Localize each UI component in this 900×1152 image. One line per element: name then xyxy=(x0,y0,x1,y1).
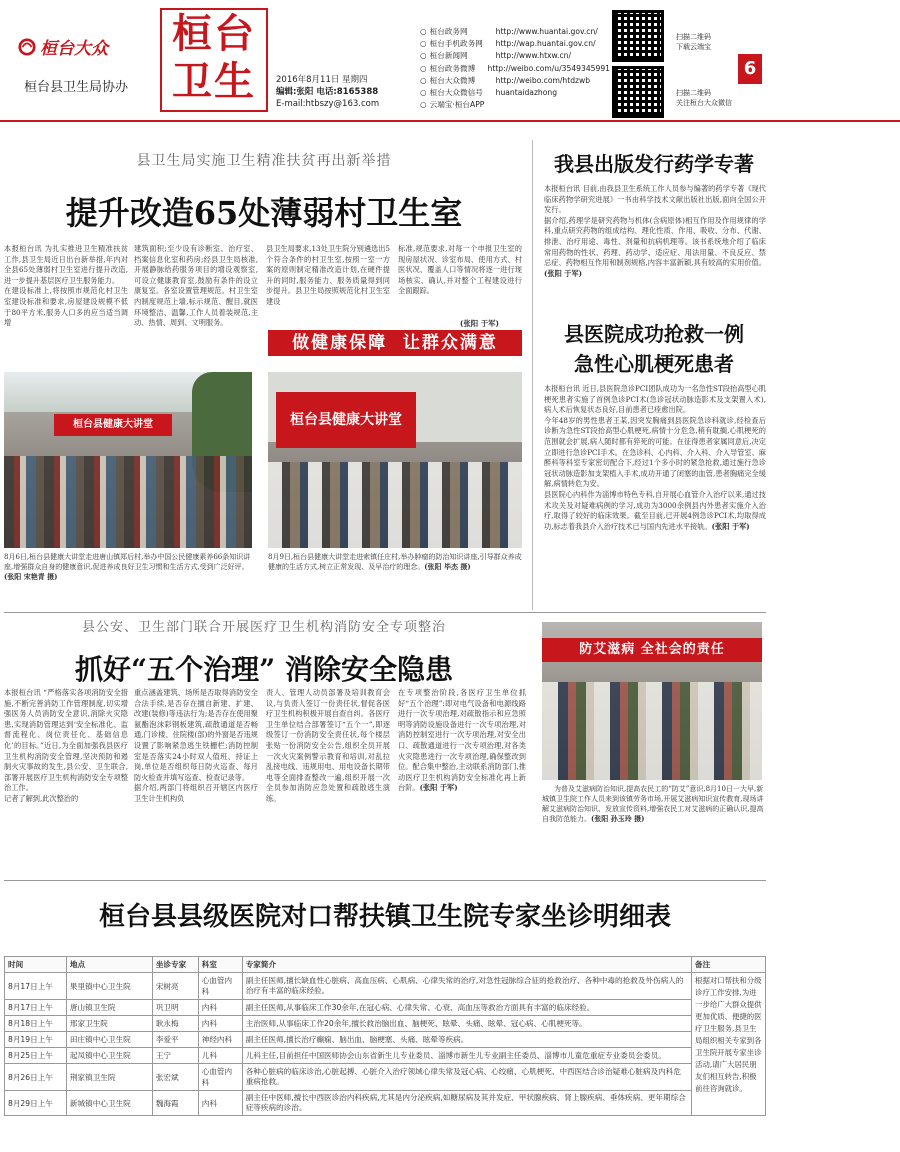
cell-expert: 王宁 xyxy=(152,1048,198,1064)
header-profile: 专家简介 xyxy=(242,957,691,973)
issue-info xyxy=(276,74,379,110)
table-header-row xyxy=(5,957,766,973)
table-row xyxy=(5,973,766,1000)
masthead xyxy=(0,0,900,120)
header-expert: 坐诊专家 xyxy=(152,957,198,973)
qr-caption-download: 扫描二维码 下载云端宝 xyxy=(676,33,711,51)
cell-expert: 张宏斌 xyxy=(152,1064,198,1091)
qr-caption-wechat: 扫描二维码 关注桓台大众微信 xyxy=(676,89,732,107)
cell-profile: 各种心脏病的临床诊治,心脏起搏、心脏介入治疗领域心律失常及冠心病、心绞痛、心肌梗死、中西医结合诊治疑难心脏病及内科危重病抢救。 xyxy=(242,1064,691,1091)
photo-crowd xyxy=(542,682,762,780)
article1-col2: 建筑面积;至少设有诊断室、治疗室、档案信息化室和药房;经县卫生局核准,开展静脉给药服务项目的增设观察室,可设立健康教育室,鼓励有条件的设立康复室。各室设置管理规范。村卫生室内制度规范上墙,标示规范、醒目,就医环境整洁、温馨,工作人员着装规范,主动、热情、周到、文明服务。 xyxy=(134,244,258,328)
link-name: 云端宝·桓台APP xyxy=(429,100,485,110)
photo-crowd xyxy=(268,462,522,548)
radio-dot-icon: ○ xyxy=(420,51,427,61)
cell-department: 心血管内科 xyxy=(198,1064,242,1091)
cell-time: 8月17日上午 xyxy=(5,1000,67,1016)
table-row xyxy=(5,1091,766,1116)
article1-col1: 本报桓台讯 为扎实推进卫生精准扶贫工作,县卫生局近日出台新举措,年内对全县65处薄弱村卫生室进行提升改造,进一步提升基层医疗卫生服务能力。 在建设标准上,将按照市规范化村卫生室建设标准和要求,房屋建设规模不低于80平方米,服务人口多的应当适当调增 xyxy=(4,244,128,328)
table-row xyxy=(5,1032,766,1048)
editor-line: 编辑:张阳 电话:8165388 xyxy=(276,87,379,97)
cell-time: 8月18日上午 xyxy=(5,1016,67,1032)
header-note: 备注 xyxy=(692,957,766,973)
article1-byline: (张阳 于军) xyxy=(460,319,499,328)
link-item[interactable] xyxy=(420,38,610,50)
cell-department: 内科 xyxy=(198,1091,242,1116)
link-name: 桓台手机政务网 xyxy=(429,39,483,49)
link-url[interactable]: http://www.htxw.cn/ xyxy=(495,51,572,61)
masthead-rule xyxy=(0,120,900,122)
section-title xyxy=(160,8,268,112)
radio-dot-icon: ○ xyxy=(420,27,427,36)
header-time: 时间 xyxy=(5,957,67,973)
article4-col1: 本报桓台讯 “严格落实各项消防安全措施,不断完善消防工作管理制度,切实增强医务人员消防安全意识,消除火灾隐患,实现消防管理达到‘安全标准化、监督流程化、岗位责任化、基础信息化’的目标。”近日,为全面加强我县医疗卫生机构消防安全管理,坚决预防和遏制火灾事故的发生,县公安、卫生联合,部署开展医疗卫生机构消防安全专项整治工作。 记者了解到,此次整治的 xyxy=(4,688,128,803)
link-url[interactable]: http://www.huantai.gov.cn/ xyxy=(495,27,598,36)
link-item[interactable] xyxy=(420,63,610,75)
schedule-title: 桓台县县级医院对口帮扶镇卫生院专家坐诊明细表 xyxy=(98,902,671,932)
article4-col3: 责人、管理人动员部署及培训教育会议,与负责人签订一份责任状,督促各医疗卫生机构积极开展自查自纠。各医疗卫生单位结合部署签订“五个一”,即逐级签订一份消防安全责任状,每个楼层张贴一份消防安全公告,组织全员开展一次火灾案例警示教育和培训,对乱拉乱接电线、违规用电、用电设备长期带电等全面排查整改一遍,组织开展一次全员参加消防应急处置和疏散逃生演练。 xyxy=(266,688,390,803)
section-title-line-1: 桓台 xyxy=(172,10,256,57)
cell-department: 心血管内科 xyxy=(198,973,242,1000)
cell-time: 8月26日上午 xyxy=(5,1064,67,1091)
cell-note: 根据对口帮扶和分级诊疗工作安排,为进一步给广大群众提供更加优质、便捷的医疗卫生服务,县卫生局组织相关专家到各卫生院开展专家坐诊活动,请广大居民朋友们相互转告,积极前往咨询就诊。 xyxy=(692,973,766,1116)
cell-place: 果里镇中心卫生院 xyxy=(66,973,152,1000)
article1-headline: 提升改造65处薄弱村卫生室 xyxy=(65,194,463,232)
cell-department: 神经内科 xyxy=(198,1032,242,1048)
article4-col2: 重点涵盖建筑、场所是否取得消防安全合法手续,是否存在擅自新建、扩建、改建(装修)等违法行为;是否存在使用聚氨酯泡沫彩钢板建筑,疏散通道是否畅通,门诊楼、住院楼(部)的外窗是否违规设置了影响紧急逃生铁栅栏;消防控制室是否落实24小时双人值班、持证上岗,单位是否组织每日防火巡查、每月防火检查并填写巡查、检查记录等。 据介绍,两部门将组织召开辖区内医疗卫生计生机构负 xyxy=(134,688,258,803)
link-url[interactable]: huantaidazhong xyxy=(495,88,558,98)
link-item[interactable] xyxy=(420,50,610,62)
article2-headline: 我县出版发行药学专著 xyxy=(554,152,754,176)
cell-place: 起凤镇中心卫生院 xyxy=(66,1048,152,1064)
link-name: 桓台政务微博 xyxy=(429,63,476,73)
article3-headline-1: 县医院成功抢救一例 xyxy=(564,322,744,346)
photo-health-lecture-2 xyxy=(268,372,522,548)
link-list xyxy=(420,26,610,111)
email-line: E-mail:htbszy@163.com xyxy=(276,99,380,109)
link-item[interactable] xyxy=(420,99,610,111)
cell-profile: 副主任医师,擅长治疗癫痫、脑出血、脑梗塞、头痛、眩晕等疾病。 xyxy=(242,1032,691,1048)
date-line: 2016年8月11日 星期四 xyxy=(276,75,368,85)
cell-expert: 巩卫明 xyxy=(152,1000,198,1016)
cell-profile: 副主任中医师,擅长中西医诊治内科疾病,尤其是内分泌疾病,如糖尿病及其并发症、甲状腺疾病、肾上腺疾病、垂体疾病、更年期综合症等疾病的诊治。 xyxy=(242,1091,691,1116)
page-number: 6 xyxy=(738,54,762,84)
link-name: 桓台新闻网 xyxy=(429,51,468,61)
link-url[interactable]: http://weibo.com/htdzwb xyxy=(495,75,591,85)
radio-dot-icon: ○ xyxy=(420,39,427,49)
photo2-caption: 8月9日,桓台县健康大讲堂走进索镇任庄村,举办肿瘤的防治知识讲座,引导群众养成健康的生活方式,树立正常发现、及早治疗的理念。(张阳 毕杰 摄) xyxy=(268,553,522,571)
link-item[interactable] xyxy=(420,75,610,87)
article4-kicker: 县公安、卫生部门联合开展医疗卫生机构消防安全专项整治 xyxy=(81,620,446,635)
cell-profile: 副主任医师,从事临床工作30余年,在冠心病、心律失常、心衰、高血压等救治方面具有丰富的临床经验。 xyxy=(242,1000,691,1016)
header-place: 地点 xyxy=(66,957,152,973)
logo-swirl-icon xyxy=(18,38,36,56)
radio-dot-icon: ○ xyxy=(420,100,427,110)
cell-profile: 主治医师,从事临床工作20余年,擅长救治脑出血、脑梗死、眩晕、头痛、眩晕、冠心病、心肌梗死等。 xyxy=(242,1016,691,1032)
link-name: 桓台大众微博 xyxy=(429,75,476,85)
cell-profile: 儿科主任,目前担任中国医师协会山东省新生儿专业委员、淄博市新生儿专业副主任委员、淄博市儿童危重症专业委员会委员。 xyxy=(242,1048,691,1064)
cell-expert: 耿永梅 xyxy=(152,1016,198,1032)
paper-name: 桓台大众 xyxy=(40,39,108,59)
photo3-caption: 为普及艾滋病防治知识,提高农民工的“防艾”意识,8月10日一大早,新城镇卫生院工作人员来到该镇劳务市场,开展艾滋病知识宣传教育,现场讲解艾滋病防治知识、发放宣传资料,增强农民工对艾滋病的正确认识,提高自我防范能力。(张阳 孙玉玲 摄) xyxy=(542,785,764,823)
header-department: 科室 xyxy=(198,957,242,973)
qr-code-wechat[interactable] xyxy=(612,66,664,118)
cell-place: 邢家卫生院 xyxy=(66,1016,152,1032)
cell-time: 8月29日上午 xyxy=(5,1091,67,1116)
radio-dot-icon: ○ xyxy=(420,63,427,73)
article1-col3: 县卫生局要求,13处卫生院分别遴选出5个符合条件的村卫生室,按照一室一方案的原则制定精准改造计划,在硬件提升的同时,服务能力、服务质量得到同步提升。县卫生局按照规范化村卫生室建设 xyxy=(266,244,390,306)
link-url[interactable]: http://weibo.com/u/3549345991 xyxy=(487,63,610,73)
paper-logo xyxy=(18,34,108,59)
cell-place: 荆家镇卫生院 xyxy=(66,1064,152,1091)
table-row xyxy=(5,1016,766,1032)
photo1-caption: 8月6日,桓台县健康大讲堂走进唐山镇郑后村,举办中国公民健康素养66条知识讲座,增强群众自身的健康意识,促进养成良好卫生习惯和生活方式,受到广泛好评。(张阳 宋艳青 摄) xyxy=(4,553,251,581)
cell-place: 新城镇中心卫生院 xyxy=(66,1091,152,1116)
cell-department: 内科 xyxy=(198,1000,242,1016)
photo3-banner: 防艾滋病 全社会的责任 xyxy=(542,638,762,662)
health-slogan-banner: 做健康保障 让群众满意 xyxy=(268,330,522,356)
schedule-table xyxy=(4,956,766,1116)
article1-kicker: 县卫生局实施卫生精准扶贫再出新举措 xyxy=(136,153,392,169)
cell-place: 唐山镇卫生院 xyxy=(66,1000,152,1016)
photo-aids-prevention xyxy=(542,622,762,780)
article4-col4: 在专项整治阶段,各医疗卫生单位抓好“五个治理”:即对电气设备和电源线路进行一次专项治理,对疏散指示和应急照明等消防设施设备进行一次专项治理,对消防控制室进行一次专项治理,对安全出口、疏散通道进行一次专项治理,对各类火灾隐患进行一次专项治理,确保整改到位。配合集中整治,主动联系消防部门,推动医疗卫生机构消防安全标准化再上新台阶。(张阳 于军) xyxy=(398,688,526,793)
photo-health-lecture-1 xyxy=(4,372,252,548)
cell-profile: 副主任医师,擅长缺血性心脏病、高血压病、心肌病、心律失常的治疗,对急性冠脉综合征的抢救治疗、各种中毒的抢救及外伤病人的治疗有丰富的临床经验。 xyxy=(242,973,691,1000)
organizer-line: 桓台县卫生局协办 xyxy=(24,80,129,95)
article3-body: 本报桓台讯 近日,县医院急诊PCI团队成功为一名急性ST段抬高型心肌梗死患者实施了首例急诊PCI术(急诊冠状动脉造影术及支架置入术),病人术后恢复状态良好,目前患者已痊愈出院。 今年48岁的男性患者王某,因突发胸痛到县医院急诊科就诊,经检查后诊断为急性ST段抬高型心肌梗死,病情十分危急,稍有耽搁,心肌梗死的范围就会扩展,病人随时都有猝死的可能。在征得患者家属同意后,决定立即进行急诊PCI手术。在急诊科、心内科、介入科、介入导管室、麻醉科等科室专家密切配合下,经过1个多小时的紧急抢救,通过施行急诊冠状动脉造影加支架植入手术,成功开通了闭塞的血管,患者胸痛完全缓解,病情转危为安。 县医院心内科作为淄博市特色专科,自开展心血管介入治疗以来,通过技术攻关及对疑难病例的学习,成功为3000余例县内外患者实施介入治疗,取得了较好的临床效果。截至目前,已开展4例急诊PCI术,均取得成功,标志着我县介入治疗技术已与国内先进水平接轨。(张阳 于军) xyxy=(544,384,766,531)
link-name: 桓台政务网 xyxy=(429,27,468,36)
qr-code-download[interactable] xyxy=(612,10,664,62)
table-row xyxy=(5,1048,766,1064)
column-divider xyxy=(532,140,533,610)
article3-headline-2: 急性心肌梗死患者 xyxy=(574,352,734,376)
cell-expert: 宋树亮 xyxy=(152,973,198,1000)
cell-expert: 李爱平 xyxy=(152,1032,198,1048)
cell-department: 内科 xyxy=(198,1016,242,1032)
article2-body: 本报桓台讯 目前,由我县卫生系统工作人员参与编著的药学专著《现代临床药物学研究进展》一书由科学技术文献出版社出版,面向全国公开发行。 据介绍,药理学是研究药物与机体(含病原体)相互作用及作用规律的学科,重点研究药物的组成结构、理化性质、作用、吸收、分布、代谢、排泄、治疗用途、毒性、剂量和抗病机理等。该书系统地介绍了临床常用药物的性状、药理、药动学、适应症、用法用量、不良反应、禁忌症、药物相互作用和制剂规格,内容丰富新颖,具有较高的实用价值。(张阳 于军) xyxy=(544,184,766,278)
section-rule xyxy=(4,612,766,613)
cell-time: 8月17日上午 xyxy=(5,973,67,1000)
link-name: 桓台大众微信号 xyxy=(429,88,483,98)
schedule-top-rule xyxy=(4,880,766,881)
cell-department: 儿科 xyxy=(198,1048,242,1064)
section-title-line-2: 卫生 xyxy=(172,58,256,105)
radio-dot-icon: ○ xyxy=(420,75,427,85)
table-row xyxy=(5,1000,766,1016)
cell-place: 田庄镇中心卫生院 xyxy=(66,1032,152,1048)
cell-time: 8月19日上午 xyxy=(5,1032,67,1048)
article4-headline: 抓好“五个治理” 消除安全隐患 xyxy=(75,653,453,686)
photo2-banner: 桓台县健康大讲堂 xyxy=(276,392,416,448)
photo1-banner: 桓台县健康大讲堂 xyxy=(54,414,172,436)
table-row xyxy=(5,1064,766,1091)
radio-dot-icon: ○ xyxy=(420,88,427,98)
cell-expert: 魏海霞 xyxy=(152,1091,198,1116)
link-url[interactable]: http://wap.huantai.gov.cn/ xyxy=(495,39,596,49)
cell-time: 8月25日上午 xyxy=(5,1048,67,1064)
link-item[interactable] xyxy=(420,87,610,99)
link-item[interactable] xyxy=(420,26,610,38)
photo-crowd xyxy=(4,456,252,548)
article1-col4: 标准,规范要求,对每一个申报卫生室的现房屋状况、诊室布局、使用方式、村医状况、覆盖人口等情况将逐一进行现场核实、确认,并对整个工程建设进行全面跟踪。 xyxy=(398,244,522,296)
